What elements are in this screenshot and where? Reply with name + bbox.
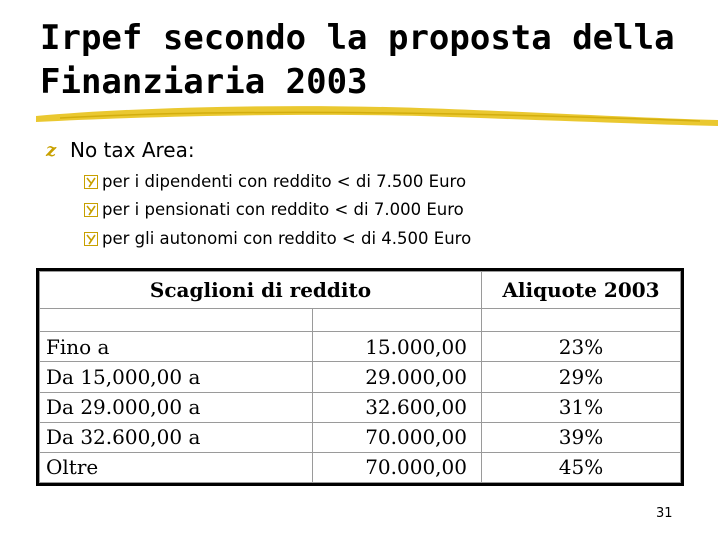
bracket-rate: 39% <box>482 422 681 452</box>
bracket-rate: 31% <box>482 392 681 422</box>
subbullet-text: per gli autonomi con reddito < di 4.500 Euro <box>102 229 472 248</box>
bullet-no-tax-area <box>46 138 195 162</box>
bracket-label: Da 15,000,00 a <box>40 362 313 392</box>
subbullet-item <box>84 172 466 191</box>
bullet-text: No tax Area: <box>70 138 195 162</box>
bracket-label: Oltre <box>40 452 313 482</box>
page-number: 31 <box>656 506 673 521</box>
bracket-amount: 29.000,00 <box>313 362 482 392</box>
bracket-amount: 70.000,00 <box>313 422 482 452</box>
table-row <box>40 452 681 482</box>
title-line-2: Finanziaria 2003 <box>40 62 368 102</box>
z-bullet-icon: z <box>46 139 57 161</box>
header-brackets: Scaglioni di reddito <box>40 272 482 309</box>
subbullet-text: per i dipendenti con reddito < di 7.500 Euro <box>102 172 467 191</box>
table-row <box>40 362 681 392</box>
tax-brackets-table <box>36 268 684 486</box>
subbullet-item <box>84 229 471 248</box>
table-spacer-row <box>40 309 681 332</box>
bracket-label: Da 29.000,00 a <box>40 392 313 422</box>
bracket-label: Fino a <box>40 332 313 362</box>
bracket-rate: 45% <box>482 452 681 482</box>
bracket-label: Da 32.600,00 a <box>40 422 313 452</box>
bracket-amount: 70.000,00 <box>313 452 482 482</box>
table-row <box>40 392 681 422</box>
subbullet-text: per i pensionati con reddito < di 7.000 Euro <box>102 200 464 219</box>
y-bullet-icon <box>84 203 98 217</box>
table-row <box>40 332 681 362</box>
bracket-amount: 32.600,00 <box>313 392 482 422</box>
subbullet-item <box>84 200 464 219</box>
bracket-rate: 29% <box>482 362 681 392</box>
table-row <box>40 422 681 452</box>
y-bullet-icon <box>84 175 98 189</box>
bracket-amount: 15.000,00 <box>313 332 482 362</box>
table-header-row <box>40 272 681 309</box>
y-bullet-icon <box>84 232 98 246</box>
title-line-1: Irpef secondo la proposta della <box>40 18 675 58</box>
bracket-rate: 23% <box>482 332 681 362</box>
header-rates: Aliquote 2003 <box>482 272 681 309</box>
